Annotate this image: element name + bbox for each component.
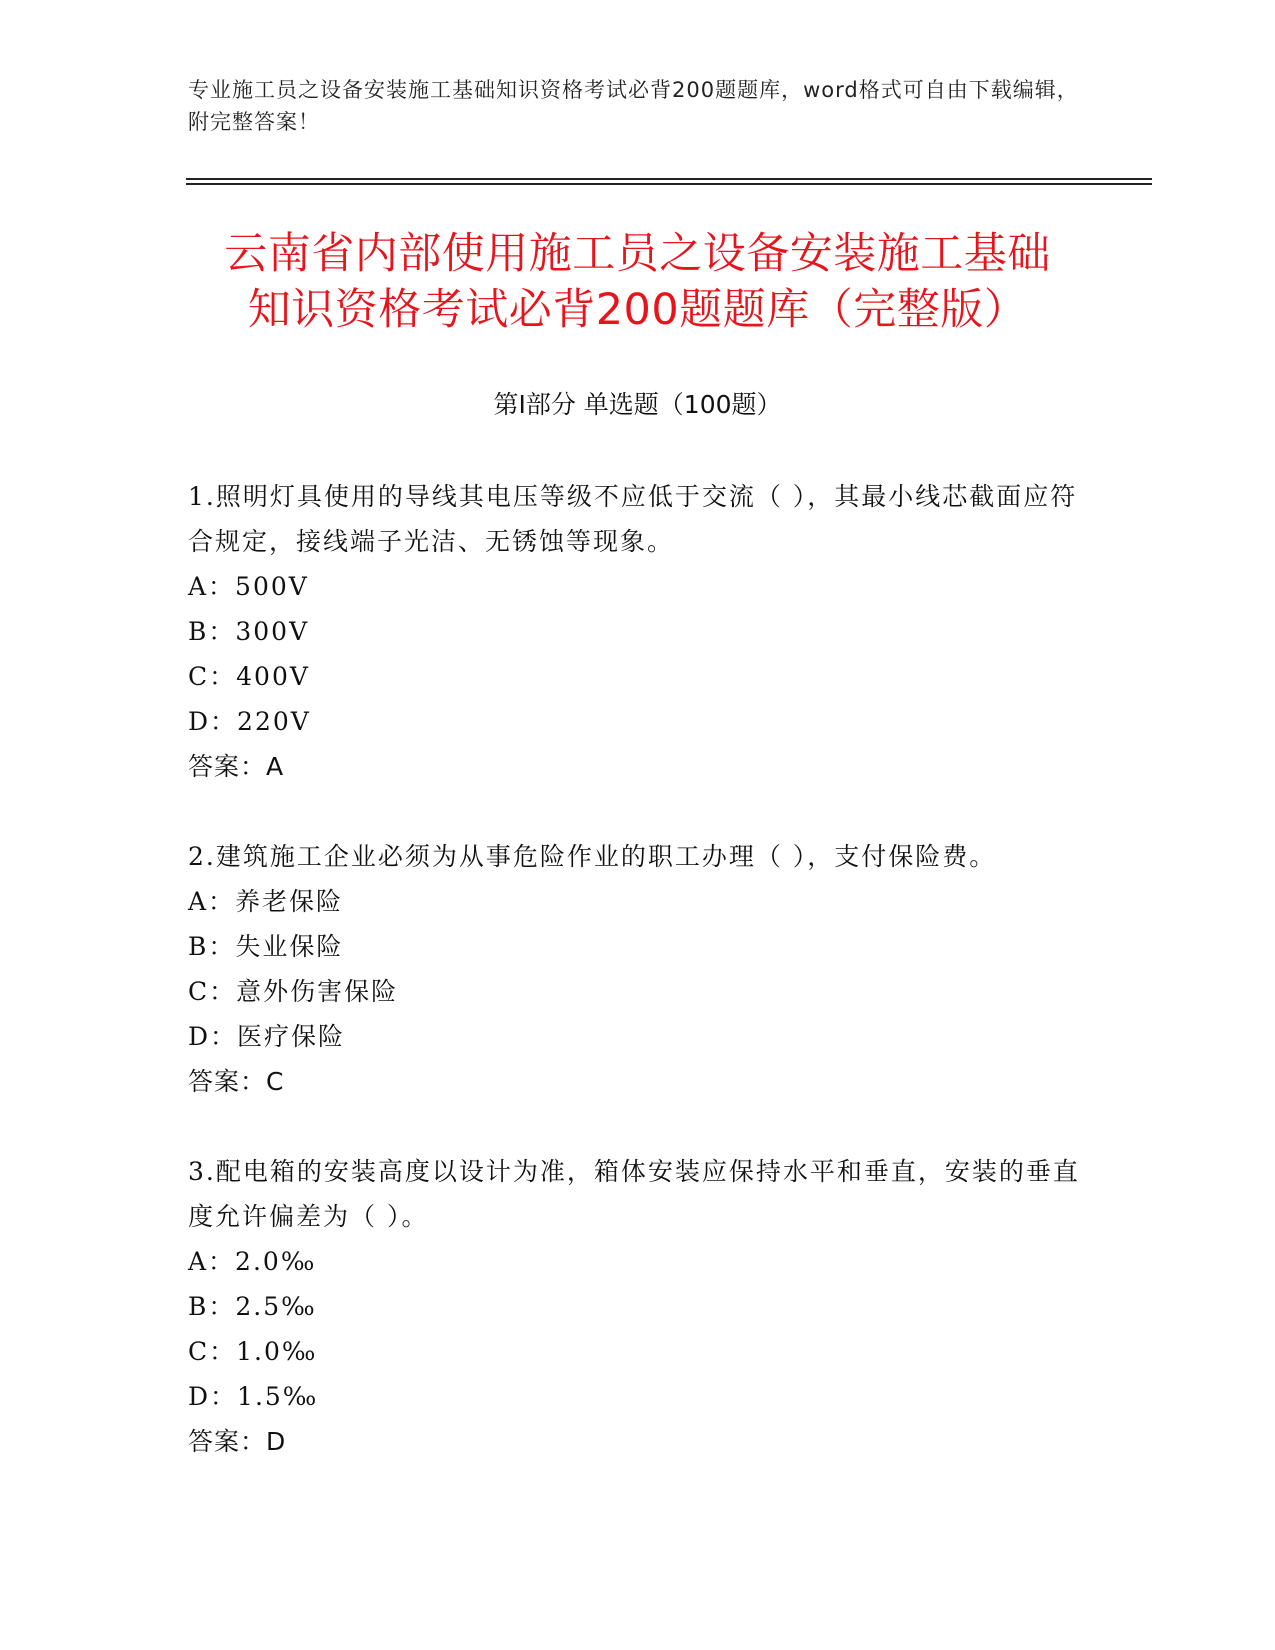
option-d: D：1.5‰ xyxy=(188,1382,319,1411)
header-rule-top xyxy=(186,178,1152,180)
question-stem: 1.照明灯具使用的导线其电压等级不应低于交流（ ），其最小线芯截面应符合规定，接线端子光洁、无锈蚀等现象。 xyxy=(188,482,1078,556)
question-1 xyxy=(188,474,1088,789)
option-b: B：2.5‰ xyxy=(188,1292,317,1321)
option-c: C：意外伤害保险 xyxy=(188,977,399,1006)
option-a: A：2.0‰ xyxy=(188,1247,317,1276)
header-rule-bottom xyxy=(186,183,1152,185)
question-2 xyxy=(188,834,1088,1104)
option-d: D：220V xyxy=(188,707,311,736)
section-title: 第Ⅰ部分 单选题（100题） xyxy=(493,390,782,419)
option-b: B：300V xyxy=(188,617,310,646)
document-title-line-1: 云南省内部使用施工员之设备安装施工基础 xyxy=(224,229,1051,279)
option-d: D：医疗保险 xyxy=(188,1022,346,1051)
document-title xyxy=(150,226,1125,338)
option-b: B：失业保险 xyxy=(188,932,344,961)
option-a: A：500V xyxy=(188,572,309,601)
option-c: C：1.0‰ xyxy=(188,1337,318,1366)
option-a: A：养老保险 xyxy=(188,887,344,916)
answer: 答案：C xyxy=(188,1067,285,1096)
question-list xyxy=(188,474,1088,1464)
question-stem: 3.配电箱的安装高度以设计为准，箱体安装应保持水平和垂直，安装的垂直度允许偏差为（ ）。 xyxy=(188,1157,1080,1231)
question-3 xyxy=(188,1149,1088,1464)
header-note: 专业施工员之设备安装施工基础知识资格考试必背200题题库，word格式可自由下载编辑，附完整答案！ xyxy=(188,78,1079,134)
question-spacer xyxy=(188,1104,1088,1149)
answer: 答案：D xyxy=(188,1427,287,1456)
question-spacer xyxy=(188,789,1088,834)
answer: 答案：A xyxy=(188,752,285,781)
question-stem: 2.建筑施工企业必须为从事危险作业的职工办理（ ），支付保险费。 xyxy=(188,842,997,871)
document-title-line-2: 知识资格考试必背200题题库（完整版） xyxy=(247,285,1028,335)
option-c: C：400V xyxy=(188,662,310,691)
